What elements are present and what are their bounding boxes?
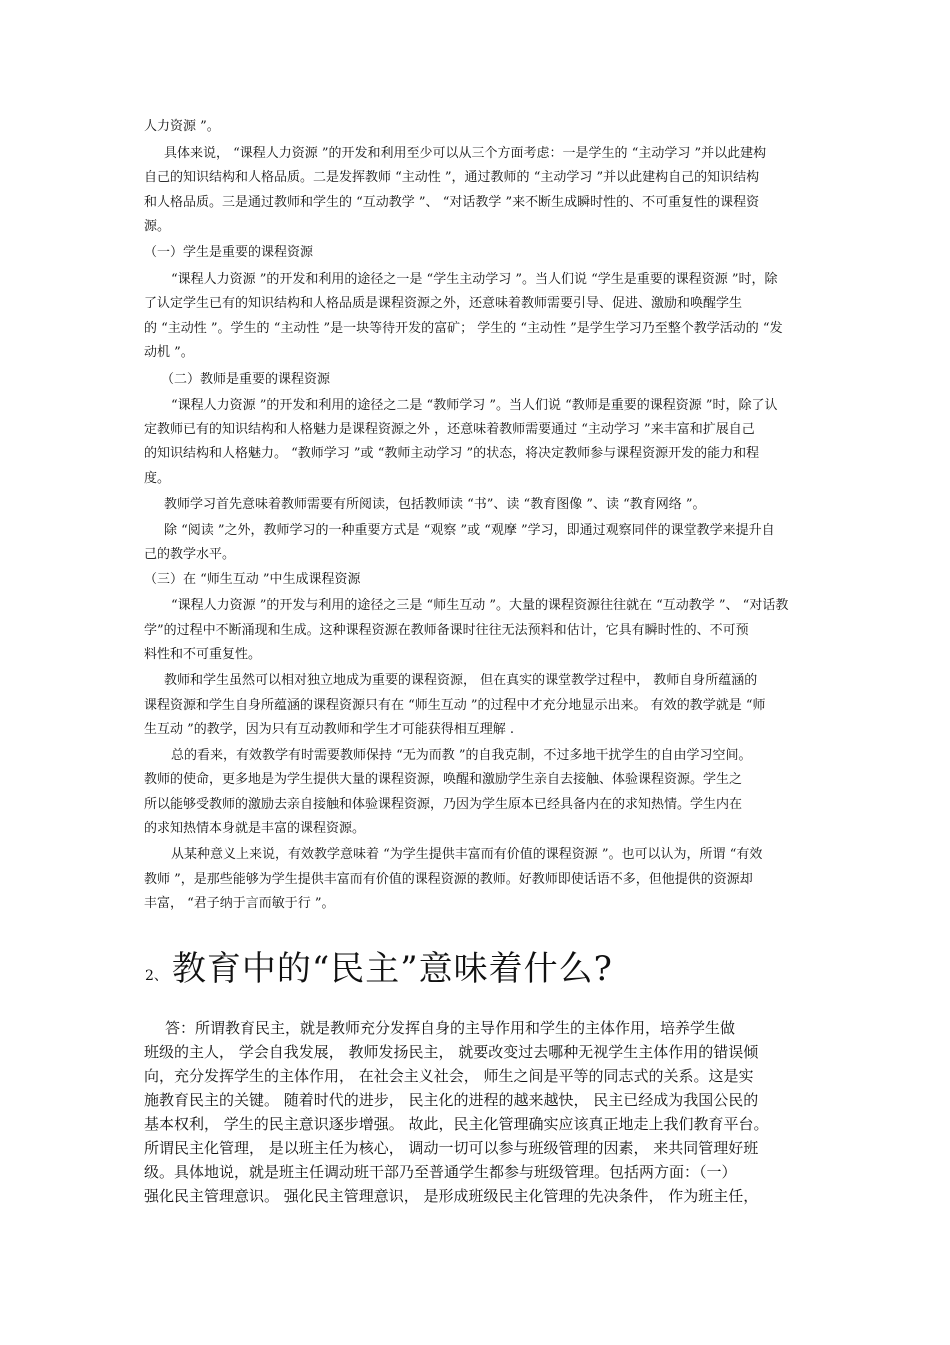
- paragraph-line: 课程资源和学生自身所蕴涵的课程资源只有在 “师生互动 ”的过程中才充分地显示出来。 有效的教学就是 “师: [144, 698, 766, 713]
- paragraph-line: “课程人力资源 ”的开发和利用的途径之二是 “教师学习 ”。当人们说 “教师是重要的课程资源 ”时，除了认: [171, 398, 778, 413]
- paragraph-line: “课程人力资源 ”的开发与利用的途径之三是 “师生互动 ”。大量的课程资源往往就在 “互动教学 ”、 “对话教: [171, 598, 789, 613]
- paragraph-line: 了认定学生已有的知识结构和人格品质是课程资源之外，还意味着教师需要引导、促进、激励和唤醒学生: [144, 296, 743, 311]
- answer-line: 基本权利， 学生的民主意识逐步增强。 故此，民主化管理确实应该真正地走上我们教育平台。: [144, 1115, 769, 1133]
- paragraph-line: “课程人力资源 ”的开发和利用的途径之一是 “学生主动学习 ”。当人们说 “学生是重要的课程资源 ”时，除: [171, 272, 778, 287]
- paragraph-line: 总的看来，有效教学有时需要教师保持 “无为而教 ”的自我克制，不过多地干扰学生的自由学习空间。: [171, 748, 752, 763]
- paragraph-line: 学”的过程中不断涌现和生成。这种课程资源在教师备课时往往无法预料和估计，它具有瞬时性的、不可预: [144, 623, 749, 638]
- paragraph-line: 人力资源 ”。: [144, 119, 220, 134]
- paragraph-line: 教师和学生虽然可以相对独立地成为重要的课程资源， 但在真实的课堂教学过程中， 教师自身所蕴涵的: [164, 673, 758, 688]
- paragraph-line: 己的教学水平。: [144, 547, 236, 562]
- paragraph-line: 动机 ”。: [144, 345, 194, 360]
- paragraph-line: 料性和不可重复性。: [144, 647, 262, 662]
- section-heading: （一）学生是重要的课程资源: [144, 245, 314, 260]
- paragraph-line: 从某种意义上来说，有效教学意味着 “为学生提供丰富而有价值的课程资源 ”。也可以认为，所谓 “有效: [171, 847, 763, 862]
- answer-line: 向，充分发挥学生的主体作用， 在社会主义社会， 师生之间是平等的同志式的关系。这是实: [144, 1067, 754, 1085]
- section-heading: （三）在 “师生互动 ”中生成课程资源: [144, 572, 361, 587]
- answer-line: 级。具体地说，就是班主任调动班干部乃至普通学生都参与班级管理。包括两方面：（一）: [144, 1163, 737, 1181]
- paragraph-line: 度。: [144, 471, 171, 486]
- answer-line: 强化民主管理意识。 强化民主管理意识， 是形成班级民主化管理的先决条件， 作为班主任，: [144, 1187, 759, 1205]
- paragraph-line: 教师 ”，是那些能够为学生提供丰富而有价值的课程资源的教师。好教师即使话语不多，但他提供的资源却: [144, 872, 753, 887]
- paragraph-line: 教师的使命，更多地是为学生提供大量的课程资源，唤醒和激励学生亲自去接触、体验课程资源。学生之: [144, 772, 743, 787]
- paragraph-line: 丰富， “君子纳于言而敏于行 ”。: [144, 896, 335, 911]
- answer-line: 班级的主人， 学会自我发展， 教师发扬民主， 就要改变过去哪种无视学生主体作用的错误倾: [144, 1043, 759, 1061]
- paragraph-line: 生互动 ”的教学，因为只有互动教师和学生才可能获得相互理解 .: [144, 722, 515, 737]
- paragraph-line: 除 “阅读 ”之外，教师学习的一种重要方式是 “观察 ”或 “观摩 ”学习，即通过观察同伴的课堂教学来提升自: [164, 523, 775, 538]
- paragraph-line: 的知识结构和人格魅力。 “教师学习 ”或 “教师主动学习 ”的状态，将决定教师参与课程资源开发的能力和程: [144, 446, 760, 461]
- section-heading: （二）教师是重要的课程资源: [161, 372, 331, 387]
- paragraph-line: 具体来说， “课程人力资源 ”的开发和利用至少可以从三个方面考虑：一是学生的 “主动学习 ”并以此建构: [164, 146, 767, 161]
- paragraph-line: 的 “主动性 ”。学生的 “主动性 ”是一块等待开发的富矿； 学生的 “主动性 ”是学生学习乃至整个教学活动的 “发: [144, 321, 783, 336]
- answer-line: 施教育民主的关键。 随着时代的进步， 民主化的进程的越来越快， 民主已经成为我国公民的: [144, 1091, 759, 1109]
- paragraph-line: 和人格品质。三是通过教师和学生的 “互动教学 ”、 “对话教学 ”来不断生成瞬时性的、不可重复性的课程资: [144, 195, 760, 210]
- paragraph-line: 所以能够受教师的激励去亲自接触和体验课程资源，乃因为学生原本已经具备内在的求知热情。学生内在: [144, 797, 743, 812]
- answer-line: 所谓民主化管理， 是以班主任为核心， 调动一切可以参与班级管理的因素， 来共同管理好班: [144, 1139, 759, 1157]
- paragraph-line: 源。: [144, 219, 171, 234]
- question-number: 2、: [145, 968, 168, 984]
- question-title: 教育中的“民主”意味着什么?: [171, 949, 613, 989]
- paragraph-line: 自己的知识结构和人格品质。二是发挥教师 “主动性 ”，通过教师的 “主动学习 ”并以此建构自己的知识结构: [144, 170, 760, 185]
- paragraph-line: 定教师已有的知识结构和人格魅力是课程资源之外 ，还意味着教师需要通过 “主动学习 ”来丰富和扩展自己: [144, 422, 755, 437]
- paragraph-line: 教师学习首先意味着教师需要有所阅读，包括教师读 “书”、读 “教育图像 ”、读 “教育网络 ”。: [164, 497, 706, 512]
- question-heading: [145, 945, 613, 993]
- answer-line: 答：所谓教育民主，就是教师充分发挥自身的主导作用和学生的主体作用，培养学生做: [165, 1019, 736, 1037]
- paragraph-line: 的求知热情本身就是丰富的课程资源。: [144, 821, 366, 836]
